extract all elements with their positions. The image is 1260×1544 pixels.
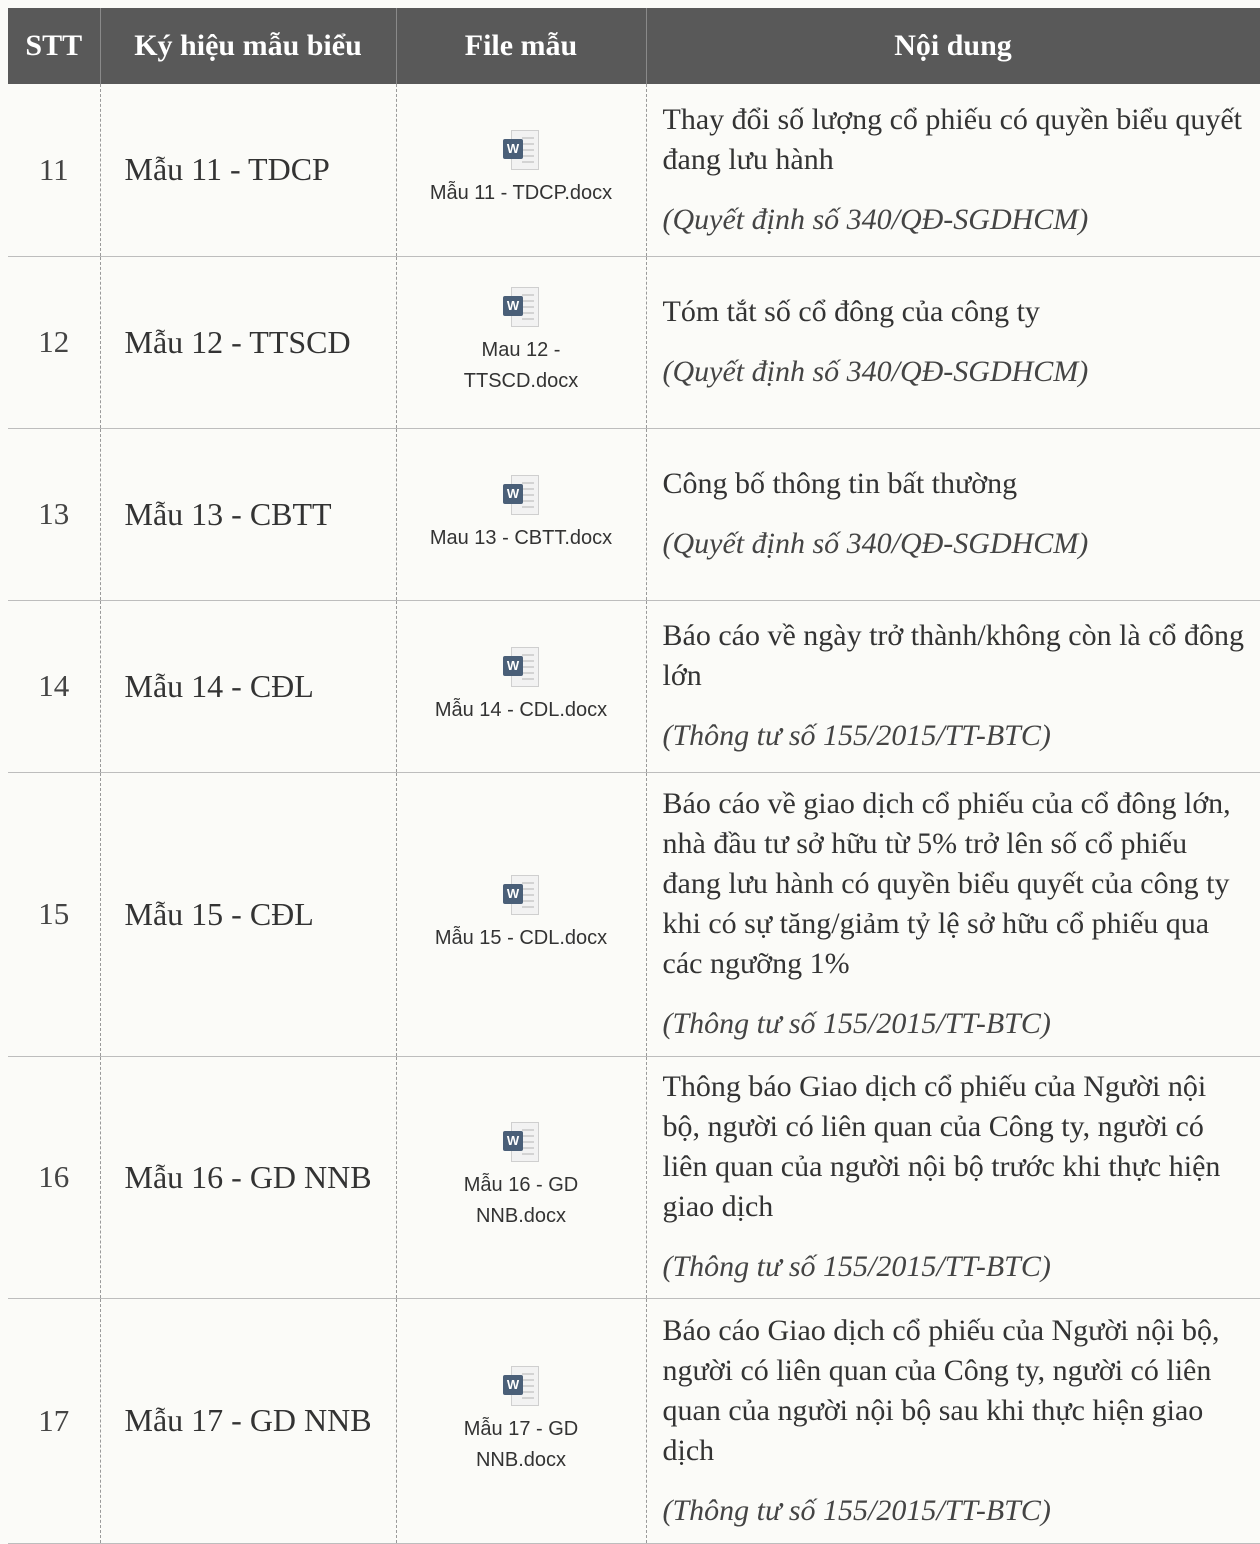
content-description: Công bố thông tin bất thường xyxy=(662,467,1018,500)
file-name[interactable]: Mau 13 - CBTT.docx xyxy=(429,526,613,549)
row-content xyxy=(646,256,1260,428)
row-stt: 12 xyxy=(8,256,100,428)
row-content xyxy=(646,600,1260,772)
file-name[interactable]: Mẫu 16 - GD NNB.docx xyxy=(463,1174,579,1227)
row-stt: 11 xyxy=(8,84,100,256)
row-content xyxy=(646,772,1260,1056)
row-stt: 16 xyxy=(8,1056,100,1298)
table-row xyxy=(8,256,1260,428)
header-symbol: Ký hiệu mẫu biểu xyxy=(100,8,396,84)
row-content xyxy=(646,84,1260,256)
forms-table xyxy=(8,8,1260,1544)
table-row xyxy=(8,1298,1260,1543)
word-document-icon[interactable]: W xyxy=(503,475,539,515)
table-row xyxy=(8,772,1260,1056)
content-source: (Quyết định số 340/QĐ-SGDHCM) xyxy=(662,355,1089,388)
content-description: Báo cáo Giao dịch cổ phiếu của Người nội bộ, người có liên quan của Công ty, người có liên quan của người nội bộ sau khi thực hiện giao dịch xyxy=(662,1313,1220,1467)
word-document-icon[interactable]: W xyxy=(503,1122,539,1162)
content-description: Báo cáo về giao dịch cổ phiếu của cổ đông lớn, nhà đầu tư sở hữu từ 5% trở lên số cổ phiếu đang lưu hành có quyền biểu quyết của công ty khi có sự tăng/giảm tỷ lệ sở hữu cổ phiếu qua các ngưỡng 1% xyxy=(662,787,1231,980)
file-link[interactable] xyxy=(396,1056,646,1298)
row-symbol: Mẫu 12 - TTSCD xyxy=(100,256,396,428)
file-link[interactable] xyxy=(396,84,646,256)
row-stt: 15 xyxy=(8,772,100,1056)
file-link[interactable] xyxy=(396,600,646,772)
content-source: (Quyết định số 340/QĐ-SGDHCM) xyxy=(662,202,1089,236)
table-row xyxy=(8,84,1260,256)
header-content: Nội dung xyxy=(646,8,1260,84)
content-source: (Quyết định số 340/QĐ-SGDHCM) xyxy=(662,527,1089,560)
word-document-icon[interactable]: W xyxy=(503,130,539,170)
row-content xyxy=(646,1298,1260,1543)
file-name[interactable]: Mẫu 15 - CDL.docx xyxy=(434,926,608,949)
row-symbol: Mẫu 11 - TDCP xyxy=(100,84,396,256)
file-link[interactable] xyxy=(396,1298,646,1543)
file-name[interactable]: Mẫu 11 - TDCP.docx xyxy=(429,182,613,205)
row-symbol: Mẫu 14 - CĐL xyxy=(100,600,396,772)
content-source: (Thông tư số 155/2015/TT-BTC) xyxy=(662,719,1051,752)
header-stt: STT xyxy=(8,8,100,84)
file-name[interactable]: Mẫu 14 - CDL.docx xyxy=(434,698,608,721)
word-document-icon[interactable]: W xyxy=(503,287,539,327)
table-row xyxy=(8,1056,1260,1298)
row-content xyxy=(646,428,1260,600)
content-source: (Thông tư số 155/2015/TT-BTC) xyxy=(662,1250,1051,1283)
file-name[interactable]: Mau 12 - TTSCD.docx xyxy=(463,339,579,392)
row-symbol: Mẫu 13 - CBTT xyxy=(100,428,396,600)
word-document-icon[interactable]: W xyxy=(503,647,539,687)
table-row xyxy=(8,600,1260,772)
row-stt: 17 xyxy=(8,1298,100,1543)
content-source: (Thông tư số 155/2015/TT-BTC) xyxy=(662,1007,1051,1040)
file-link[interactable] xyxy=(396,772,646,1056)
row-stt: 14 xyxy=(8,600,100,772)
content-source: (Thông tư số 155/2015/TT-BTC) xyxy=(662,1493,1051,1527)
content-description: Thông báo Giao dịch cổ phiếu của Người nội bộ, người có liên quan của Công ty, người có liên quan của người nội bộ trước khi thực hiện giao dịch xyxy=(662,1070,1221,1223)
file-link[interactable] xyxy=(396,256,646,428)
header-file: File mẫu xyxy=(396,8,646,84)
content-description: Thay đổi số lượng cổ phiếu có quyền biểu quyết đang lưu hành xyxy=(662,102,1243,176)
file-name[interactable]: Mẫu 17 - GD NNB.docx xyxy=(463,1417,579,1471)
table-row xyxy=(8,428,1260,600)
word-document-icon[interactable]: W xyxy=(503,1366,539,1406)
row-stt: 13 xyxy=(8,428,100,600)
row-symbol: Mẫu 16 - GD NNB xyxy=(100,1056,396,1298)
file-link[interactable] xyxy=(396,428,646,600)
word-document-icon[interactable]: W xyxy=(503,875,539,915)
content-description: Báo cáo về ngày trở thành/không còn là cổ đông lớn xyxy=(662,619,1245,692)
row-content xyxy=(646,1056,1260,1298)
table-header-row xyxy=(8,8,1260,84)
row-symbol: Mẫu 17 - GD NNB xyxy=(100,1298,396,1543)
row-symbol: Mẫu 15 - CĐL xyxy=(100,772,396,1056)
content-description: Tóm tắt số cổ đông của công ty xyxy=(662,295,1040,328)
